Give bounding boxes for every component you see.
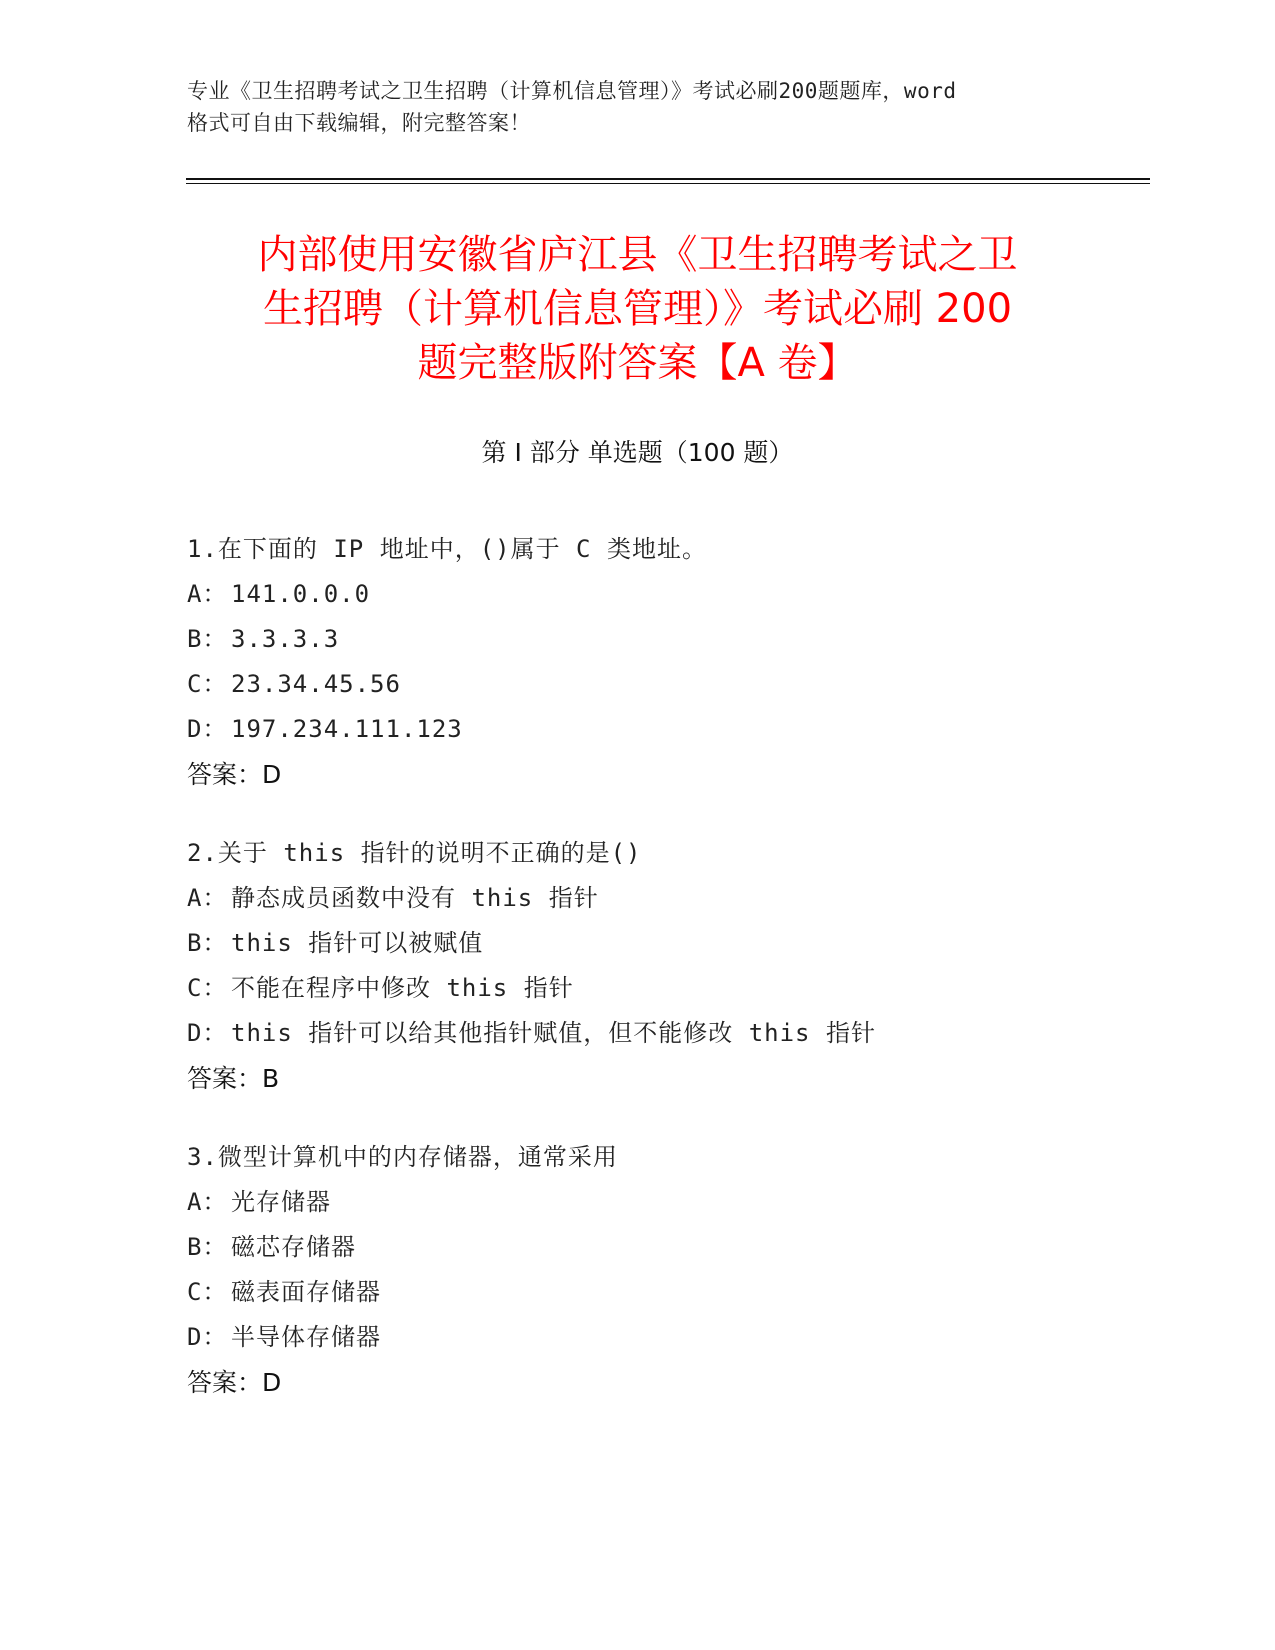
question-option-a [187,572,1187,617]
option-label: A： [187,1188,228,1216]
document-title-line-3: 题完整版附答案【A 卷】 [417,340,858,386]
option-text: 磁芯存储器 [231,1233,356,1261]
option-text: 197.234.111.123 [231,715,463,743]
question-3 [187,1135,1187,1405]
option-text: 不能在程序中修改 this 指针 [231,974,574,1002]
question-option-b [187,921,1187,966]
question-option-b [187,617,1187,662]
question-option-d [187,1315,1187,1360]
question-answer: 答案：B [187,1064,280,1093]
option-text: 光存储器 [231,1188,331,1216]
option-text: 141.0.0.0 [231,580,371,608]
question-list [187,527,1187,1439]
section-heading: 第 I 部分 单选题（100 题） [481,438,794,467]
option-text: this 指针可以给其他指针赋值，但不能修改 this 指针 [231,1019,876,1047]
header-note [187,75,1087,139]
question-option-d [187,707,1187,752]
option-text: 磁表面存储器 [231,1278,381,1306]
header-rule-thick [186,178,1150,180]
option-label: C： [187,670,228,698]
question-stem: 2.关于 this 指针的说明不正确的是() [187,839,642,867]
document-title-line-2: 生招聘（计算机信息管理）》考试必刷 200 [262,286,1013,332]
option-text: 静态成员函数中没有 this 指针 [231,884,599,912]
option-text: 3.3.3.3 [231,625,340,653]
option-label: D： [187,1019,228,1047]
question-option-c [187,1270,1187,1315]
option-label: C： [187,1278,228,1306]
question-option-a [187,876,1187,921]
question-answer: 答案：D [187,760,282,789]
question-2 [187,831,1187,1101]
question-answer: 答案：D [187,1368,282,1397]
question-stem: 1.在下面的 IP 地址中，()属于 C 类地址。 [187,535,707,563]
option-label: B： [187,929,228,957]
question-stem: 3.微型计算机中的内存储器，通常采用 [187,1143,618,1171]
question-option-a [187,1180,1187,1225]
question-option-b [187,1225,1187,1270]
option-text: 半导体存储器 [231,1323,381,1351]
document-title-line-1: 内部使用安徽省庐江县《卫生招聘考试之卫 [257,232,1018,278]
document-title [170,228,1105,390]
question-option-c [187,662,1187,707]
header-rule-thin [186,183,1150,184]
option-text: this 指针可以被赋值 [231,929,484,957]
option-label: D： [187,715,228,743]
option-label: A： [187,884,228,912]
option-label: B： [187,625,228,653]
option-label: D： [187,1323,228,1351]
header-note-line-2: 格式可自由下载编辑，附完整答案！ [187,111,531,135]
question-option-d [187,1011,1187,1056]
option-label: A： [187,580,228,608]
question-option-c [187,966,1187,1011]
option-label: C： [187,974,228,1002]
question-1 [187,527,1187,797]
option-label: B： [187,1233,228,1261]
option-text: 23.34.45.56 [231,670,401,698]
header-note-line-1: 专业《卫生招聘考试之卫生招聘（计算机信息管理）》考试必刷200题题库，word [187,79,957,103]
